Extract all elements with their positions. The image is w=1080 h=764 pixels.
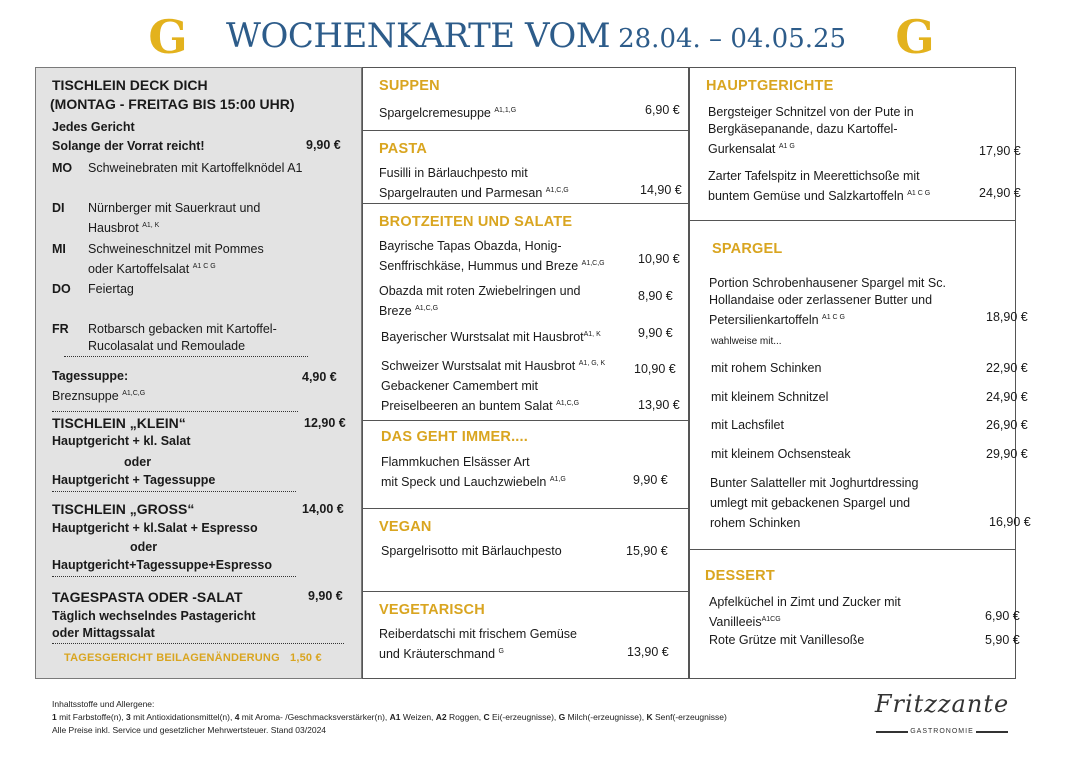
spargel-box xyxy=(689,220,1031,550)
spargel-option-price: 24,90 € xyxy=(986,390,1028,404)
day-dish: Rotbarsch gebacken mit Kartoffel- Rucolasalat und Remoulade xyxy=(88,322,277,353)
vegetarisch-price: 13,90 € xyxy=(627,645,669,659)
brotzeit-price: 13,90 € xyxy=(638,398,680,412)
tagessuppe-price: 4,90 € xyxy=(302,370,337,384)
hauptgericht-price: 17,90 € xyxy=(979,144,1021,158)
price-note: Alle Preise inkl. Service und gesetzlicher Mehrwertsteuer. Stand 03/2024 xyxy=(52,725,327,735)
immer-header: DAS GEHT IMMER.... xyxy=(381,429,528,445)
dessert-item: Apfelküchel in Zimt und Zucker mit Vanilleeis$^{A1CG}$ xyxy=(709,595,901,629)
klein-line2: Hauptgericht + Tagessuppe xyxy=(52,473,216,487)
tischlein-title: TISCHLEIN DECK DICH xyxy=(52,77,208,93)
tagessuppe-label: Tagessuppe: xyxy=(52,369,129,383)
day-label: MI xyxy=(52,242,66,256)
dessert-box xyxy=(689,549,1020,679)
brotzeit-price: 8,90 € xyxy=(638,289,673,303)
dessert-header: DESSERT xyxy=(705,568,775,584)
divider xyxy=(52,491,296,492)
hauptgerichte-header: HAUPTGERICHTE xyxy=(706,78,834,94)
pasta-item: Fusilli in Bärlauchpesto mit Spargelrauten und Parmesan $^{A1,C,G}$ xyxy=(379,166,569,200)
spargel-item: Portion Schrobenhausener Spargel mit Sc. Hollandaise oder zerlassener Butter und Petersilienkartoffeln $^{A1 C G}$ xyxy=(709,276,946,327)
tagessuppe-name: Breznsuppe $^{A1,C,G}$ xyxy=(52,389,146,403)
allergen-list: 1 mit Farbstoffe(n), 3 mit Antioxidationsmittel(n), 4 mit Aroma- /Geschmacksverstärker(n), A1 Weizen, A2 Roggen, C Ei(-erzeugnisse), G Milch(-erzeugnisse), K Senf(-erzeugnisse) xyxy=(52,712,727,722)
klein-price: 12,90 € xyxy=(304,416,346,430)
divider xyxy=(52,643,344,644)
brotzeit-item: Bayrische Tapas Obazda, Honig- Senffrischkäse, Hummus und Breze $^{A1,C,G}$ xyxy=(379,239,605,273)
hauptgericht-item: Zarter Tafelspitz in Meerettichsoße mit buntem Gemüse und Salzkartoffeln $^{A1 C G}$ xyxy=(708,169,931,203)
beilage-price: 1,50 € xyxy=(290,652,322,664)
title-date-range: 28.04. – 04.05.25 xyxy=(618,24,847,54)
divider xyxy=(52,411,298,412)
pasta-box xyxy=(362,130,689,204)
suppen-price: 6,90 € xyxy=(645,103,680,117)
divider xyxy=(64,356,308,357)
hauptgericht-item: Bergsteiger Schnitzel von der Pute in Bergkäsepanande, dazu Kartoffel- Gurkensalat $^{A1 G}$ xyxy=(708,105,914,156)
gross-line2: Hauptgericht+Tagessuppe+Espresso xyxy=(52,558,272,572)
klein-title: TISCHLEIN „KLEIN“ xyxy=(52,415,186,431)
salatteller-price: 16,90 € xyxy=(989,515,1031,529)
day-label: FR xyxy=(52,322,69,336)
day-dish: Schweinebraten mit Kartoffelknödel A1 xyxy=(88,161,303,175)
vegetarisch-box xyxy=(362,591,689,679)
dessert-price: 5,90 € xyxy=(985,633,1020,647)
page-title xyxy=(226,16,846,62)
vegan-item: Spargelrisotto mit Bärlauchpesto xyxy=(381,544,562,558)
spargel-option-price: 22,90 € xyxy=(986,361,1028,375)
allergen-footer xyxy=(52,698,727,737)
hauptgerichte-box xyxy=(689,67,1021,221)
dessert-item: Rote Grütze mit Vanillesoße xyxy=(709,633,865,647)
spargel-option: mit rohem Schinken xyxy=(711,361,822,375)
hauptgericht-price: 24,90 € xyxy=(979,186,1021,200)
immer-item: Flammkuchen Elsässer Art mit Speck und Lauchzwiebeln $^{A1,G}$ xyxy=(381,455,566,489)
day-dish: Feiertag xyxy=(88,282,134,296)
gross-title: TISCHLEIN „GROSS“ xyxy=(52,501,195,517)
pasta-price: 14,90 € xyxy=(640,183,682,197)
klein-line1: Hauptgericht + kl. Salat xyxy=(52,434,191,448)
brotzeit-item: Gebackener Camembert mit Preiselbeeren an buntem Salat $^{A1,C,G}$ xyxy=(381,379,580,413)
brand-name: Fritzzante xyxy=(874,690,1010,718)
vegetarisch-header: VEGETARISCH xyxy=(379,602,485,618)
immer-price: 9,90 € xyxy=(633,473,668,487)
klein-oder: oder xyxy=(124,455,152,469)
immer-box xyxy=(362,420,689,509)
suppen-box xyxy=(362,67,689,131)
beilage-label: TAGESGERICHT BEILAGENÄNDERUNG xyxy=(64,652,280,664)
spargel-option: mit kleinem Schnitzel xyxy=(711,390,829,404)
day-label: DI xyxy=(52,201,65,215)
gross-price: 14,00 € xyxy=(302,502,344,516)
pasta-header: PASTA xyxy=(379,141,427,157)
suppen-item: Spargelcremesuppe $^{A1,1,G}$ xyxy=(379,106,517,120)
spargel-option: mit kleinem Ochsensteak xyxy=(711,447,851,461)
jedes-gericht: Jedes Gericht xyxy=(52,120,135,134)
dessert-price: 6,90 € xyxy=(985,609,1020,623)
tischlein-hours: (MONTAG - FREITAG BIS 15:00 UHR) xyxy=(50,96,295,112)
g-logo-icon: G xyxy=(895,10,935,64)
spargel-option-price: 26,90 € xyxy=(986,418,1028,432)
tagespasta-line2: oder Mittagssalat xyxy=(52,626,155,640)
divider xyxy=(52,576,296,577)
wahlweise-label: wahlweise mit... xyxy=(711,336,782,347)
spargel-price: 18,90 € xyxy=(986,310,1028,324)
day-label: DO xyxy=(52,282,71,296)
brotzeit-price: 10,90 € xyxy=(634,362,676,376)
vegan-header: VEGAN xyxy=(379,519,432,535)
g-logo-icon: G xyxy=(148,10,188,64)
day-label: MO xyxy=(52,161,73,175)
day-dish: Schweineschnitzel mit Pommes oder Kartoffelsalat $^{A1 C G}$ xyxy=(88,242,264,276)
tagespasta-line1: Täglich wechselndes Pastagericht xyxy=(52,609,256,623)
brotzeit-item: Schweizer Wurstsalat mit Hausbrot $^{A1, G, K}$ xyxy=(381,359,606,373)
day-dish: Nürnberger mit Sauerkraut und Hausbrot $^{A1, K}$ xyxy=(88,201,261,235)
vegan-price: 15,90 € xyxy=(626,544,668,558)
vegetarisch-item: Reiberdatschi mit frischem Gemüse und Kräuterschmand $^G$ xyxy=(379,627,577,661)
brand-subtitle: GASTRONOMIE xyxy=(910,728,974,735)
fritzzante-logo xyxy=(872,690,1012,750)
tagespasta-price: 9,90 € xyxy=(308,589,343,603)
brotzeit-item: Obazda mit roten Zwiebelringen und Breze $^{A1,C,G}$ xyxy=(379,284,581,318)
tischlein-panel xyxy=(35,67,362,679)
vegan-box xyxy=(362,508,689,592)
brotzeit-price: 10,90 € xyxy=(638,252,680,266)
brotzeiten-header: BROTZEITEN UND SALATE xyxy=(379,214,573,230)
brotzeit-price: 9,90 € xyxy=(638,326,673,340)
tagespasta-title: TAGESPASTA ODER -SALAT xyxy=(52,589,243,605)
solange-vorrat: Solange der Vorrat reicht! xyxy=(52,139,205,153)
suppen-header: SUPPEN xyxy=(379,78,440,94)
brotzeit-item: Bayerischer Wurstsalat mit Hausbrot$^{A1, K}$ xyxy=(381,330,601,344)
page-header xyxy=(0,10,1080,62)
allergen-title: Inhaltsstoffe und Allergene: xyxy=(52,699,155,709)
gross-oder: oder xyxy=(130,540,158,554)
brotzeiten-box xyxy=(362,203,689,421)
title-word: WOCHENKARTE VOM xyxy=(226,16,611,56)
spargel-option-price: 29,90 € xyxy=(986,447,1028,461)
salatteller-item: Bunter Salatteller mit Joghurtdressing umlegt mit gebackenen Spargel und rohem Schinken xyxy=(710,476,919,530)
spargel-option: mit Lachsfilet xyxy=(711,418,784,432)
spargel-header: SPARGEL xyxy=(712,241,783,257)
tischlein-price: 9,90 € xyxy=(306,138,341,152)
gross-line1: Hauptgericht + kl.Salat + Espresso xyxy=(52,521,258,535)
